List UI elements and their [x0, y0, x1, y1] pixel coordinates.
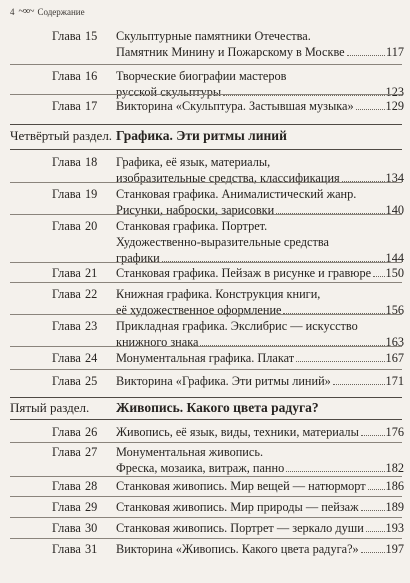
divider	[10, 94, 402, 95]
entry-title-line: Фреска, мозаика, витраж, панно	[116, 461, 285, 475]
entry-title-line: Графика, её язык, материалы,	[116, 155, 271, 169]
page-ref: 156	[385, 303, 404, 317]
entry-title-line: Живопись, её язык, виды, техники, материалы	[116, 425, 359, 439]
entry-title-line: русской скульптуры	[116, 85, 222, 99]
chapter-label: Глава 29	[52, 500, 98, 514]
entry-title-line: её художественное оформление	[116, 303, 282, 317]
section-rule	[10, 397, 402, 398]
page-ref: 176	[385, 425, 404, 439]
page-ref: 129	[385, 99, 404, 113]
divider	[10, 346, 402, 347]
entry-title-line: Викторина «Живопись. Какого цвета радуга?»	[116, 542, 359, 556]
chapter-label: Глава 30	[52, 521, 98, 535]
chapter-label: Глава 25	[52, 374, 98, 388]
entry-title-line: Монументальная живопись.	[116, 445, 264, 459]
entry-title-line: Рисунки, наброски, зарисовки	[116, 203, 275, 217]
page-ref: 167	[385, 351, 404, 365]
section-rule	[10, 124, 402, 125]
entry-title-line: Станковая графика. Пейзаж в рисунке и гравюре	[116, 266, 372, 280]
page-ref: 189	[385, 500, 404, 514]
chapter-label: Глава 26	[52, 425, 98, 439]
divider	[10, 182, 402, 183]
page-number: 4	[10, 6, 15, 17]
page-ref: 117	[386, 45, 404, 59]
chapter-label: Глава 31	[52, 542, 98, 556]
entry-title-line: Станковая графика. Портрет.	[116, 219, 268, 233]
chapter-label: Глава 20	[52, 219, 98, 233]
entry-title-line: Скульптурные памятники Отечества.	[116, 29, 311, 43]
entry-title-line: Монументальная графика. Плакат	[116, 351, 295, 365]
entry-title-line: графики	[116, 251, 160, 265]
page-ref: 193	[385, 521, 404, 535]
page-ref: 134	[385, 171, 404, 185]
page-ref: 140	[385, 203, 404, 217]
chapter-label: Глава 15	[52, 29, 98, 43]
chapter-label: Глава 17	[52, 99, 98, 113]
chapter-label: Глава 23	[52, 319, 98, 333]
divider	[10, 314, 402, 315]
page-ref: 163	[385, 335, 404, 349]
page-ref: 171	[385, 374, 404, 388]
section-label: Пятый раздел.	[10, 400, 90, 415]
divider	[10, 517, 402, 518]
divider	[10, 282, 402, 283]
divider	[10, 369, 402, 370]
chapter-label: Глава 21	[52, 266, 98, 280]
entry-title-line: Станковая живопись. Мир природы — пейзаж	[116, 500, 359, 514]
divider	[10, 262, 402, 263]
entry-title-line: Станковая живопись. Портрет — зеркало души	[116, 521, 364, 535]
chapter-label: Глава 24	[52, 351, 98, 365]
entry-title-line: Книжная графика. Конструкция книги,	[116, 287, 321, 301]
section-heading	[10, 400, 402, 416]
chapter-label: Глава 22	[52, 287, 98, 301]
page-ref: 182	[385, 461, 404, 475]
chapter-label: Глава 28	[52, 479, 98, 493]
section-rule	[10, 149, 402, 150]
page-ref: 197	[385, 542, 404, 556]
chapter-label: Глава 16	[52, 69, 98, 83]
entry-title-line: Викторина «Графика. Эти ритмы линий»	[116, 374, 331, 388]
entry-title-line: Станковая живопись. Мир вещей — натюрморт	[116, 479, 366, 493]
running-head-title: Содержание	[37, 6, 85, 17]
entry-title-line: Станковая графика. Анималистический жанр.	[116, 187, 357, 201]
divider	[10, 442, 402, 443]
entry-title-line: Творческие биографии мастеров	[116, 69, 287, 83]
divider	[10, 496, 402, 497]
section-rule	[10, 419, 402, 420]
entry-title-line: Викторина «Скульптура. Застывшая музыка»	[116, 99, 354, 113]
section-title: Графика. Эти ритмы линий	[116, 128, 287, 143]
section-title: Живопись. Какого цвета радуга?	[116, 400, 319, 415]
chapter-label: Глава 19	[52, 187, 98, 201]
divider	[10, 214, 402, 215]
section-label: Четвёртый раздел.	[10, 128, 113, 143]
chapter-label: Глава 27	[52, 445, 98, 459]
entry-title-line: Прикладная графика. Экслибрис — искусство	[116, 319, 358, 333]
page-ref: 144	[385, 251, 404, 265]
page-ref: 150	[385, 266, 404, 280]
page-ref: 186	[385, 479, 404, 493]
chapter-label: Глава 18	[52, 155, 98, 169]
divider	[10, 64, 402, 65]
entry-title-line: книжного знака	[116, 335, 199, 349]
divider	[10, 538, 402, 539]
divider	[10, 476, 402, 477]
entry-title-line: Художественно-выразительные средства	[116, 235, 329, 249]
entry-title-line: изобразительные средства, классификация	[116, 171, 340, 185]
entry-title-line: Памятник Минину и Пожарскому в Москве	[116, 45, 345, 59]
running-head	[10, 6, 85, 17]
page-ref: 123	[385, 85, 404, 99]
section-heading	[10, 128, 402, 144]
ornament-icon: ~∞~	[18, 6, 34, 17]
